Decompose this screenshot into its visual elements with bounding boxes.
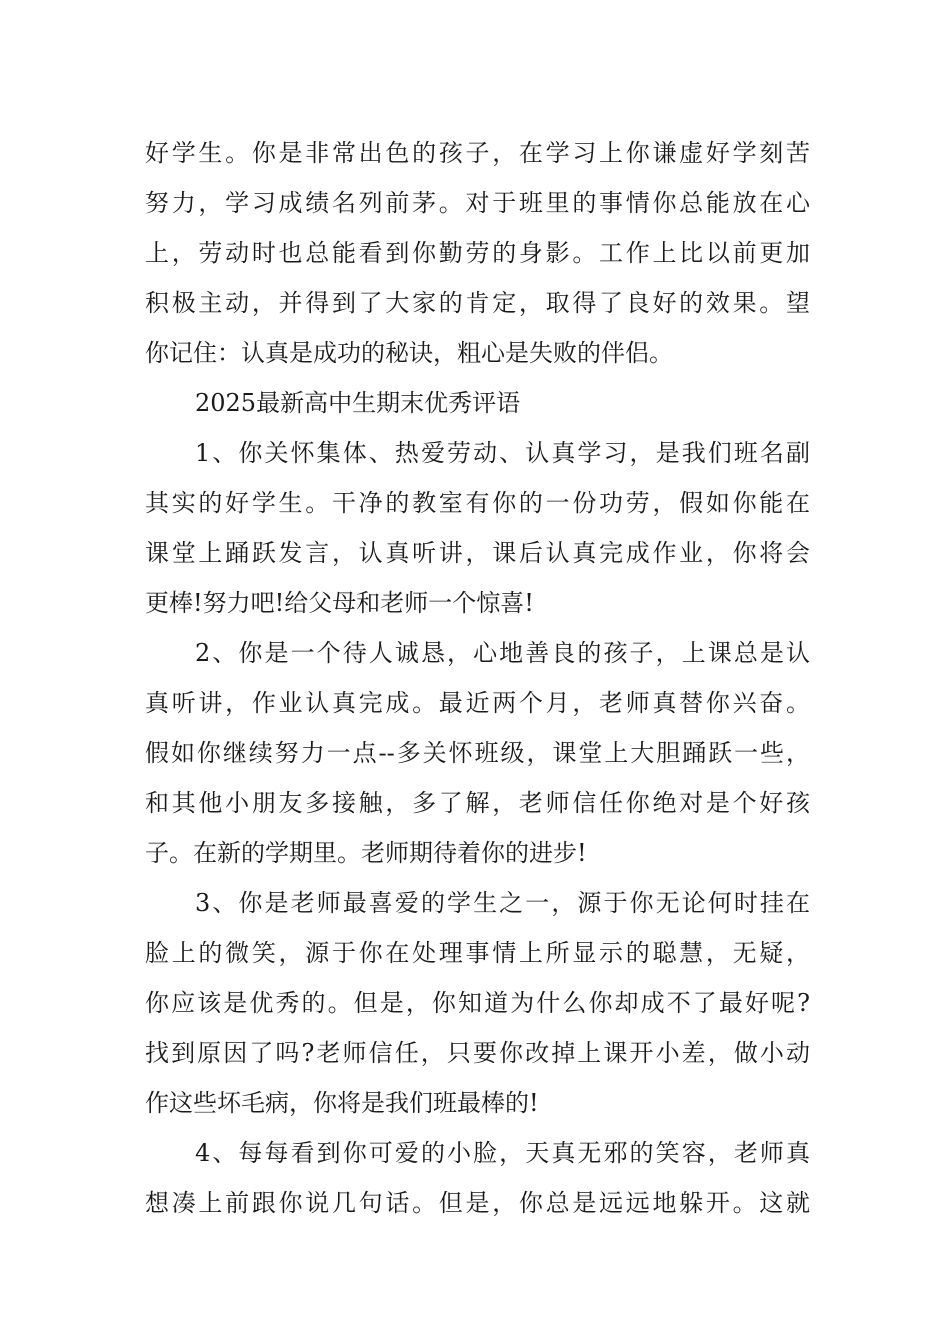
text-line: 积极主动，并得到了大家的肯定，取得了良好的效果。望	[145, 289, 810, 317]
text-line: 找到原因了吗?老师信任，只要你改掉上课开小差，做小动	[145, 1039, 810, 1067]
text-line: 2、你是一个待人诚恳，心地善良的孩子，上课总是认	[195, 639, 810, 667]
text-line: 3、你是老师最喜爱的学生之一，源于你无论何时挂在	[195, 889, 810, 917]
text-line: 好学生。你是非常出色的孩子，在学习上你谦虚好学刻苦	[145, 139, 810, 167]
text-line: 假如你继续努力一点--多关怀班级，课堂上大胆踊跃一些，	[145, 739, 810, 767]
text-line: 你应该是优秀的。但是，你知道为什么你却成不了最好呢?	[145, 989, 810, 1017]
comment-paragraph-4	[145, 1128, 810, 1228]
text-line: 和其他小朋友多接触，多了解，老师信任你绝对是个好孩	[145, 789, 810, 817]
text-line: 想凑上前跟你说几句话。但是，你总是远远地躲开。这就	[145, 1189, 810, 1217]
section-title: 2025最新高中生期末优秀评语	[195, 389, 521, 417]
text-line: 1、你关怀集体、热爱劳动、认真学习，是我们班名副	[195, 439, 810, 467]
text-line: 子。在新的学期里。老师期待着你的进步!	[145, 839, 587, 867]
text-line: 上，劳动时也总能看到你勤劳的身影。工作上比以前更加	[145, 239, 810, 267]
text-line: 更棒!努力吧!给父母和老师一个惊喜!	[145, 589, 534, 617]
comment-paragraph-1	[145, 428, 810, 628]
text-line: 作这些坏毛病，你将是我们班最棒的!	[145, 1089, 539, 1117]
text-line: 真听讲，作业认真完成。最近两个月，老师真替你兴奋。	[145, 689, 810, 717]
text-line: 其实的好学生。干净的教室有你的一份功劳，假如你能在	[145, 489, 810, 517]
text-line: 课堂上踊跃发言，认真听讲，课后认真完成作业，你将会	[145, 539, 810, 567]
comment-paragraph-3	[145, 878, 810, 1128]
text-line: 4、每每看到你可爱的小脸，天真无邪的笑容，老师真	[195, 1139, 810, 1167]
text-line: 努力，学习成绩名列前茅。对于班里的事情你总能放在心	[145, 189, 810, 217]
comment-paragraph-2	[145, 628, 810, 878]
text-line: 脸上的微笑，源于你在处理事情上所显示的聪慧，无疑，	[145, 939, 810, 967]
intro-paragraph	[145, 128, 810, 378]
document-body	[145, 128, 810, 1228]
text-line: 你记住：认真是成功的秘诀，粗心是失败的伴侣。	[145, 339, 673, 367]
